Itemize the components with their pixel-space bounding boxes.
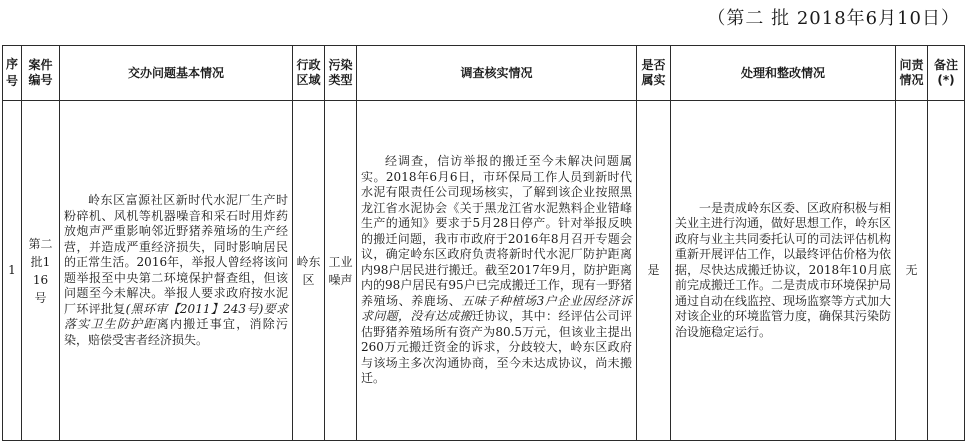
cell-verified: 是 <box>637 101 671 441</box>
header-pollution: 污染类型 <box>325 46 357 101</box>
cell-issue <box>60 101 293 441</box>
header-case-no: 案件编号 <box>22 46 60 101</box>
header-verified: 是否属实 <box>637 46 671 101</box>
header-row <box>3 46 965 101</box>
header-issue: 交办问题基本情况 <box>60 46 293 101</box>
cell-district: 岭东区 <box>293 101 325 441</box>
investigation-text: 经调查，信访举报的搬迁至今未解决问题属实。2018年6月6日，市环保局工作人员到新时代水泥有限责任公司现场核实，了解到该企业按照黑龙江省水泥协会《关于黑龙江省水泥熟料企业错峰生产的通知》要求于5月28日停产。针对举报反映的搬迁问题，我市市政府于2016年8月召开专题会议，确定岭东区政府负责将新时代水泥厂防护距离内98户居民进行搬迁。截至2017年9月，防护距离内的98户居民有95户已完成搬迁工作，现有一野猪养殖场、养鹿场、五味子种植场3户企业因经济诉求问题，没有达成搬迁协议，其中：经评估公司评估野猪养殖场所有资产为80.5万元，但该业主提出260万元搬迁资金的诉求，分歧较大，岭东区政府与该场主多次沟通协商，至今未达成协议，尚未搬迁。 <box>361 154 632 386</box>
cell-accountability: 无 <box>896 101 928 441</box>
header-handling: 处理和整改情况 <box>671 46 896 101</box>
header-district: 行政区域 <box>293 46 325 101</box>
cell-remark <box>928 101 965 441</box>
cell-investigation <box>357 101 637 441</box>
issue-text: 岭东区富源社区新时代水泥厂生产时粉碎机、风机等机器噪音和采石时用炸药放炮声严重影响邻近野猪养殖场的生产经营，并造成严重经济损失，同时影响居民的正常生活。2016年，举报人曾经将该问题举报至中央第二环境保护督查组，但该问题至今未解决。举报人要求政府按水泥厂环评批复(黑环审【2011】243号)要求落实卫生防护距离内搬迁事宜，消除污染，赔偿受害者经济损失。 <box>64 193 288 347</box>
header-accountability: 问责情况 <box>896 46 928 101</box>
header-seq: 序号 <box>3 46 22 101</box>
header-remark: 备注(*) <box>928 46 965 101</box>
cell-handling <box>671 101 896 441</box>
cell-pollution: 工业噪声 <box>325 101 357 441</box>
batch-date-label: （第二 批 2018年6月10日） <box>707 8 960 29</box>
cell-seq: 1 <box>3 101 22 441</box>
header-investigation: 调查核实情况 <box>357 46 637 101</box>
table-row <box>3 101 965 441</box>
handling-text: 一是责成岭东区委、区政府积极与相关业主进行沟通，做好思想工作，岭东区政府与业主共同委托认可的司法评估机构重新开展评估工作，以最终评估价格为依据，尽快达成搬迁协议，2018年10月底前完成搬迁工作。二是责成市环境保护局通过自动在线监控、现场监察等方式加大对该企业的环境监管力度，确保其污染防治设施稳定运行。 <box>675 200 892 339</box>
cell-case-no: 第二批116号 <box>22 101 60 441</box>
case-table <box>2 45 965 441</box>
